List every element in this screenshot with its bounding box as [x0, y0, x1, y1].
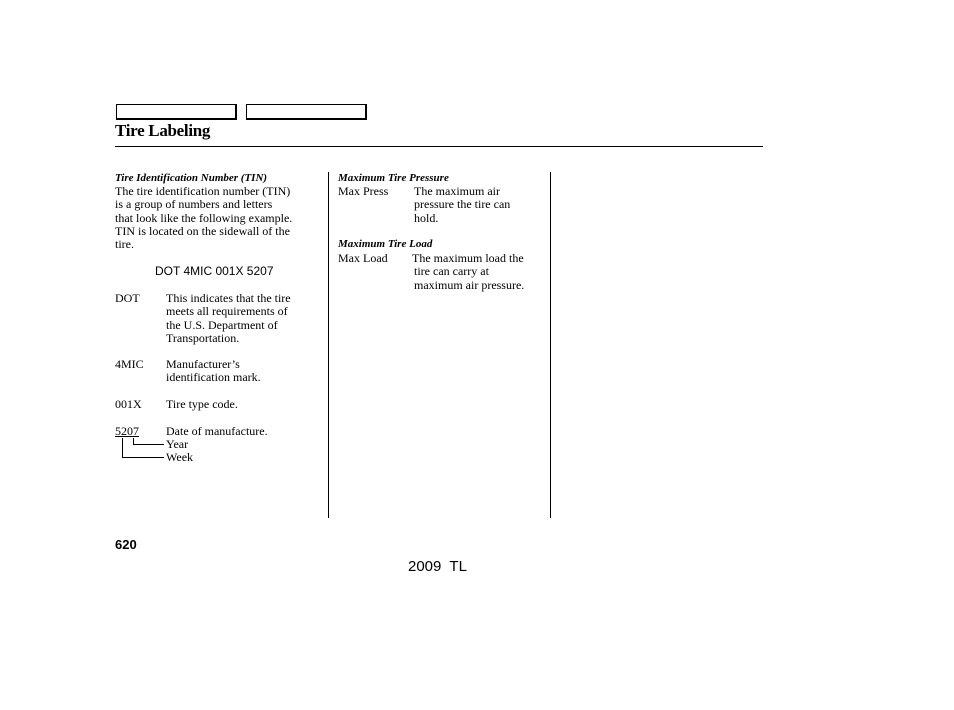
column-divider-1: [328, 172, 329, 518]
term-4mic: 4MIC: [115, 357, 144, 371]
desc-line: hold.: [414, 210, 439, 225]
term-5207: 5207: [115, 424, 139, 438]
desc-line: tire can carry at: [414, 264, 489, 279]
desc-line: maximum air pressure.: [414, 277, 525, 292]
max-pressure-heading: Maximum Tire Pressure: [338, 172, 449, 184]
week-label: Week: [166, 450, 194, 464]
desc-dot: [166, 292, 326, 345]
tin-intro: [115, 185, 325, 251]
max-press-term: Max Press: [338, 184, 389, 198]
desc-line: Transportation.: [166, 330, 240, 345]
desc-001x: Tire type code.: [166, 397, 238, 411]
max-load-heading: Maximum Tire Load: [338, 238, 433, 250]
year-bracket-horizontal: [133, 444, 164, 445]
header-tab-1: [116, 104, 237, 120]
desc-line: This indicates that the tire: [166, 291, 291, 305]
term-dot: DOT: [115, 291, 140, 305]
tin-intro-line: TIN is located on the sidewall of the: [115, 223, 290, 238]
year-label: Year: [166, 437, 189, 451]
tin-intro-line: tire.: [115, 237, 134, 252]
desc-4mic: [166, 358, 326, 385]
max-press-desc: [414, 185, 544, 225]
header-tab-2: [246, 104, 367, 120]
page-title: Tire Labeling: [115, 121, 211, 140]
tin-intro-line: is a group of numbers and letters: [115, 197, 273, 212]
desc-line: The maximum air: [414, 184, 500, 198]
column-divider-2: [550, 172, 551, 518]
max-load-desc: [412, 252, 547, 292]
title-rule: [115, 146, 763, 147]
max-load-term: Max Load: [338, 251, 388, 265]
week-bracket-vertical: [122, 438, 123, 458]
page-number: 620: [115, 537, 137, 552]
desc-line: The maximum load the: [412, 251, 524, 265]
tin-example: DOT 4MIC 001X 5207: [155, 264, 274, 278]
desc-line: Manufacturer’s: [166, 357, 240, 371]
tin-heading: Tire Identification Number (TIN): [115, 172, 268, 184]
desc-line: pressure the tire can: [414, 197, 511, 212]
term-001x: 001X: [115, 397, 142, 411]
desc-5207: Date of manufacture.: [166, 424, 268, 438]
tin-intro-line: that look like the following example.: [115, 210, 293, 225]
tin-intro-line: The tire identification number (TIN): [115, 184, 291, 198]
desc-line: identification mark.: [166, 370, 261, 385]
desc-line: the U.S. Department of: [166, 317, 278, 332]
footer-model: 2009 TL: [408, 558, 467, 575]
desc-line: meets all requirements of: [166, 304, 288, 319]
week-bracket-horizontal: [122, 457, 164, 458]
